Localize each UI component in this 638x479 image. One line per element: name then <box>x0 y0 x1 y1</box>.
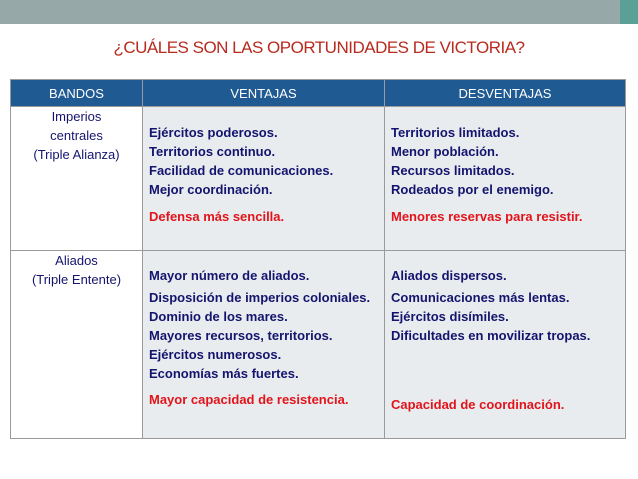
list-item: Recursos limitados. <box>391 163 515 178</box>
slide-title: ¿CUÁLES SON LAS OPORTUNIDADES DE VICTORIA? <box>113 38 525 57</box>
side-cell <box>11 251 143 439</box>
top-bar <box>0 0 638 24</box>
list-item: Comunicaciones más lentas. <box>391 290 570 305</box>
desventajas-cell <box>385 251 626 439</box>
header-desventajas: DESVENTAJAS <box>385 80 626 107</box>
list-item: Ejércitos numerosos. <box>149 347 282 362</box>
header-ventajas: VENTAJAS <box>143 80 385 107</box>
side-label: Imperios centrales (Triple Alianza) <box>33 109 120 162</box>
ventajas-cell <box>143 251 385 439</box>
list-item: Economías más fuertes. <box>149 366 299 381</box>
list-item: Ejércitos disímiles. <box>391 309 509 324</box>
ventajas-highlight: Defensa más sencilla. <box>149 209 285 224</box>
list-item: Mayor número de aliados. <box>149 268 310 283</box>
desventajas-list <box>391 123 620 199</box>
desventajas-list <box>391 266 620 345</box>
list-item: Facilidad de comunicaciones. <box>149 163 334 178</box>
side-label: Aliados (Triple Entente) <box>31 253 122 287</box>
ventajas-cell <box>143 107 385 251</box>
comparison-table <box>10 79 626 439</box>
list-item: Dificultades en movilizar tropas. <box>391 328 591 343</box>
desventajas-highlight: Menores reservas para resistir. <box>391 209 583 224</box>
table-row-central-powers <box>11 107 626 251</box>
list-item: Disposición de imperios coloniales. <box>149 290 371 305</box>
list-item: Aliados dispersos. <box>391 268 507 283</box>
list-item: Rodeados por el enemigo. <box>391 182 554 197</box>
header-bandos: BANDOS <box>11 80 143 107</box>
list-item: Territorios continuo. <box>149 144 276 159</box>
list-item: Dominio de los mares. <box>149 309 288 324</box>
list-item: Territorios limitados. <box>391 125 520 140</box>
desventajas-cell <box>385 107 626 251</box>
ventajas-list <box>149 266 379 383</box>
list-item: Menor población. <box>391 144 499 159</box>
side-cell <box>11 107 143 251</box>
list-item: Mejor coordinación. <box>149 182 273 197</box>
top-accent-bar <box>620 0 638 24</box>
ventajas-list <box>149 123 379 199</box>
table-row-allies <box>11 251 626 439</box>
desventajas-highlight: Capacidad de coordinación. <box>391 397 565 412</box>
list-item: Ejércitos poderosos. <box>149 125 278 140</box>
ventajas-highlight: Mayor capacidad de resistencia. <box>149 392 349 407</box>
header-row <box>11 80 626 107</box>
list-item: Mayores recursos, territorios. <box>149 328 333 343</box>
